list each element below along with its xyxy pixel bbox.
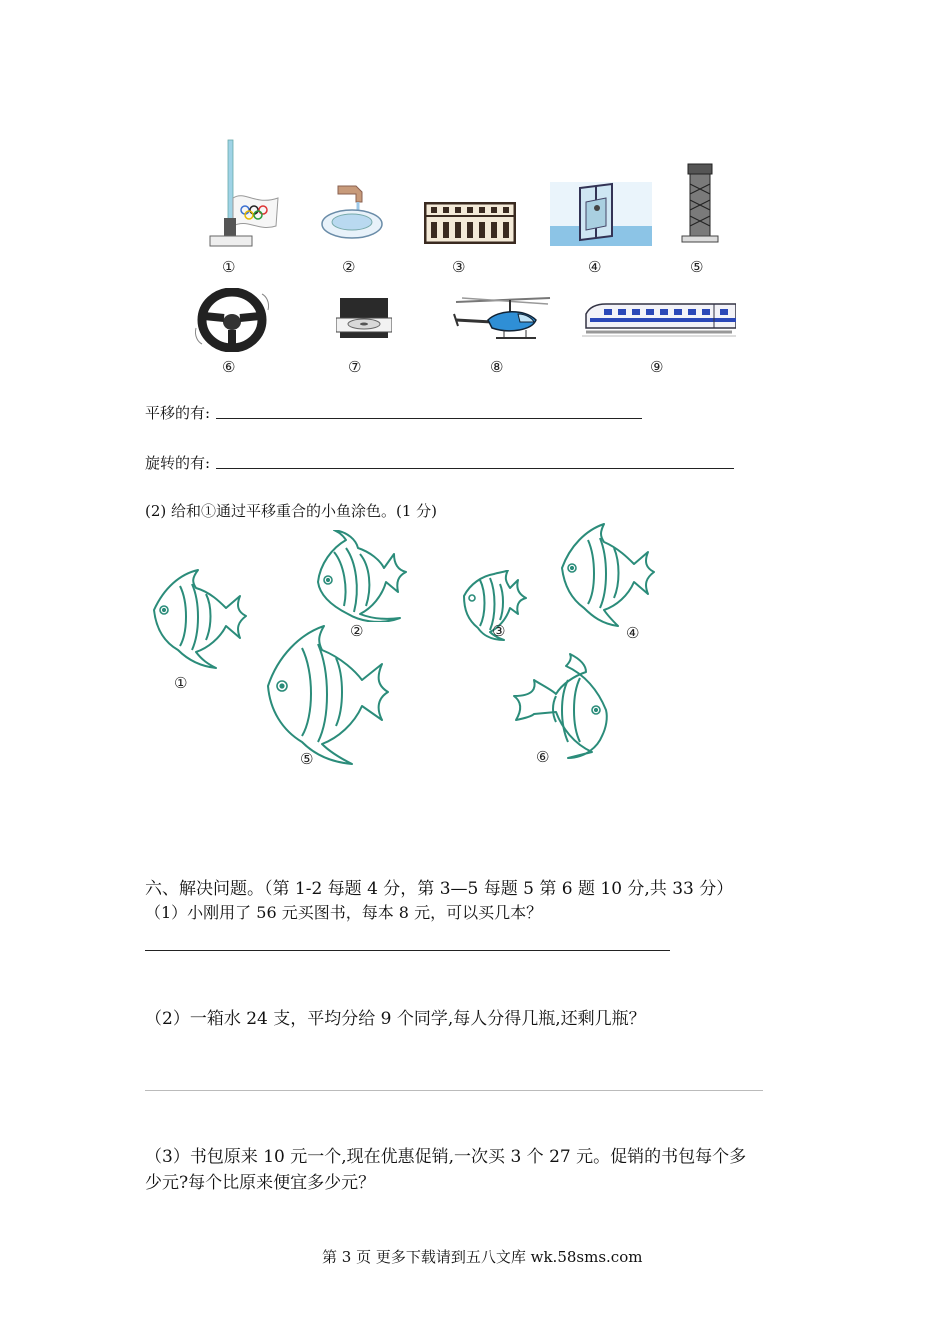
- helicopter-icon: [452, 294, 554, 348]
- picture-label-7: ⑦: [348, 358, 362, 376]
- page-footer: 第 3 页 更多下载请到五八文库 wk.58sms.com: [322, 1248, 643, 1266]
- picture-label-1: ①: [222, 258, 236, 276]
- picture-label-8: ⑧: [490, 358, 504, 376]
- translation-answer-line[interactable]: [216, 418, 642, 419]
- problem-2: （2）一箱水 24 支，平均分给 9 个同学,每人分得几瓶,还剩几瓶？: [145, 1009, 646, 1029]
- helicopter-picture: [452, 294, 554, 348]
- elevator-tower-icon: [680, 160, 720, 244]
- fish-1[interactable]: [150, 566, 250, 670]
- cd-player-picture: [336, 298, 392, 340]
- problem-1: （1）小刚用了 56 元买图书，每本 8 元，可以买几本？: [145, 903, 543, 922]
- fish-5[interactable]: [264, 622, 392, 766]
- revolving-door-picture: [550, 182, 652, 246]
- flagpole-picture: [200, 138, 285, 250]
- fish-4[interactable]: [558, 520, 658, 628]
- problem-1-answer-line[interactable]: [145, 950, 670, 951]
- train-icon: [582, 302, 736, 338]
- faucet-picture: [318, 180, 384, 246]
- fish-label-4: ④: [626, 624, 640, 642]
- rotation-label: 旋转的有:: [145, 454, 211, 472]
- problem-3-line1: （3）书包原来 10 元一个,现在优惠促销,一次买 3 个 27 元。促销的书包每个多: [145, 1147, 747, 1167]
- abacus-icon: [424, 202, 516, 244]
- picture-label-2: ②: [342, 258, 356, 276]
- train-picture: [582, 302, 736, 338]
- abacus-picture: [424, 202, 516, 244]
- picture-label-5: ⑤: [690, 258, 704, 276]
- section6-heading: 六、解决问题。（第 1-2 每题 4 分，第 3—5 每题 5 第 6 题 10 分,共 33 分）: [145, 879, 734, 899]
- picture-label-6: ⑥: [222, 358, 236, 376]
- flagpole-icon: [200, 138, 285, 250]
- elevator-tower-picture: [680, 160, 720, 244]
- fish-label-6: ⑥: [536, 748, 550, 766]
- fish-label-3: ③: [492, 622, 506, 640]
- problem-3-line2: 少元?每个比原来便宜多少元？: [145, 1173, 376, 1193]
- steering-wheel-icon: [194, 288, 270, 352]
- steering-wheel-picture: [194, 288, 270, 352]
- q2-prompt: (2) 给和①通过平移重合的小鱼涂色。(1 分): [145, 502, 438, 520]
- picture-label-9: ⑨: [650, 358, 664, 376]
- problem-2-answer-line[interactable]: [145, 1090, 763, 1091]
- fish-label-1: ①: [174, 674, 188, 692]
- rotation-answer-line[interactable]: [216, 468, 734, 469]
- fish-6[interactable]: [510, 652, 610, 760]
- revolving-door-icon: [550, 182, 652, 246]
- cd-player-icon: [336, 298, 392, 340]
- fish-label-2: ②: [350, 622, 364, 640]
- fish-2[interactable]: [312, 530, 408, 622]
- faucet-icon: [318, 180, 384, 246]
- fish-label-5: ⑤: [300, 750, 314, 768]
- picture-label-3: ③: [452, 258, 466, 276]
- picture-label-4: ④: [588, 258, 602, 276]
- translation-label: 平移的有:: [145, 404, 211, 422]
